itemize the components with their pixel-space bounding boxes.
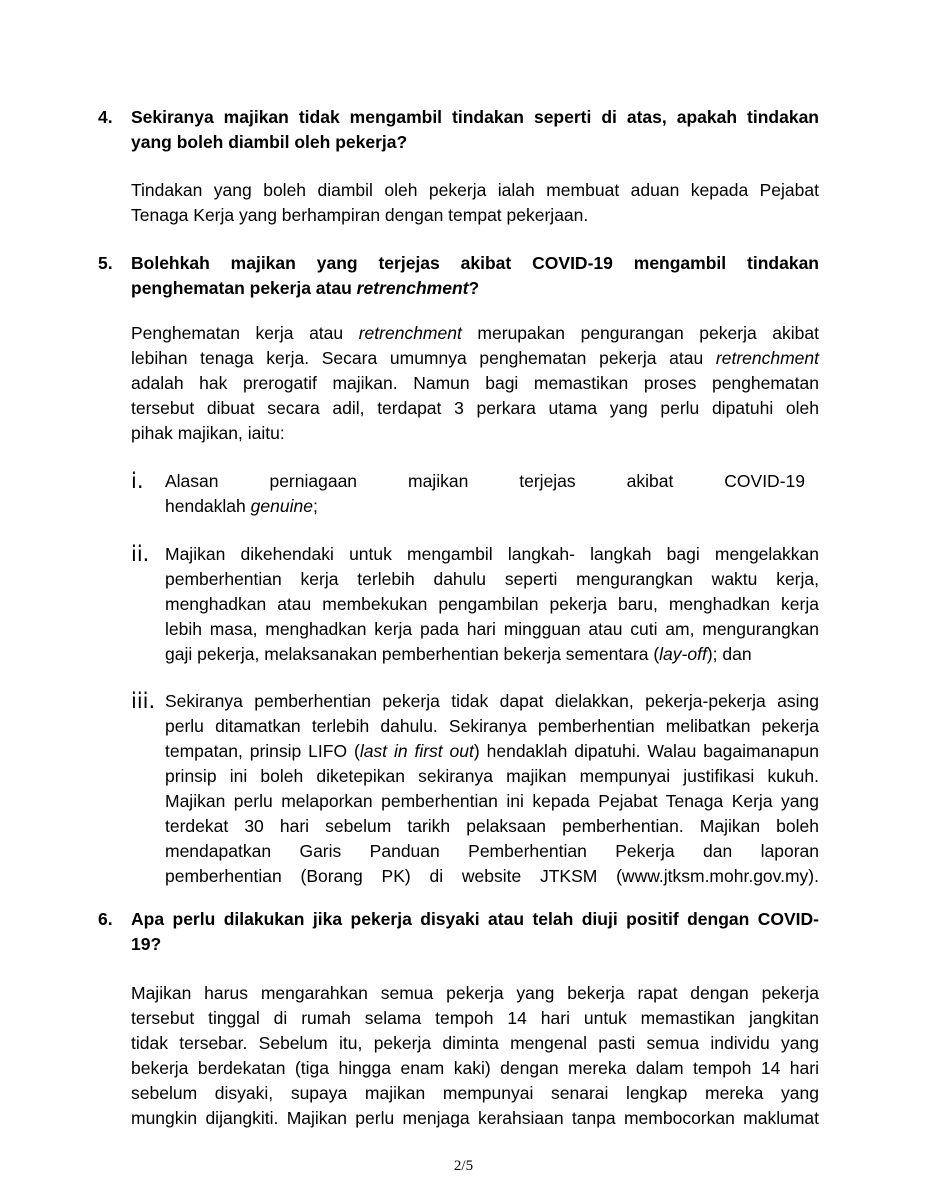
text-span: tempatan, prinsip LIFO (: [165, 741, 360, 761]
q6-number: 6.: [98, 909, 113, 929]
q6-answer-line: tidak tersebar. Sebelum itu, pekerja diminta mengenal pasti semua individu yang: [131, 1033, 819, 1053]
q6-answer-line: sebelum disyaki, supaya majikan mempunyai senarai lengkap mereka yang: [131, 1083, 819, 1103]
text-span: ;: [312, 496, 318, 516]
text-span: ); dan: [706, 644, 752, 664]
item-line: Majikan perlu melaporkan pemberhentian ini kepada Pejabat Tenaga Kerja yang: [165, 791, 819, 811]
item-iii-numeral: iii.: [131, 689, 156, 713]
item-line: [165, 739, 819, 764]
item-i-numeral: i.: [131, 469, 144, 493]
item-ii-text: [165, 542, 819, 667]
item-line: lebih masa, menghadkan kerja pada hari mingguan atau cuti am, mengurangkan: [165, 619, 819, 639]
text-span: Penghematan kerja atau: [131, 323, 359, 343]
q4-question-line: Sekiranya majikan tidak mengambil tindakan seperti di atas, apakah tindakan: [131, 107, 819, 127]
item-ii-numeral: ii.: [131, 542, 150, 566]
italic-span: retrenchment: [715, 348, 819, 368]
q5-question-text: penghematan pekerja atau: [131, 278, 357, 298]
item-line: [165, 494, 805, 519]
item-line: [165, 642, 819, 667]
q5-answer: [131, 321, 819, 446]
q4-answer-line: Tindakan yang boleh diambil oleh pekerja ialah membuat aduan kepada Pejabat: [131, 180, 819, 200]
italic-span: genuine: [250, 496, 313, 516]
q6-question: [131, 907, 819, 957]
q5-question-italic: retrenchment: [356, 278, 469, 298]
q5-answer-line: [131, 346, 819, 371]
q6-answer-line: mungkin dijangkiti. Majikan perlu menjaga kerahsiaan tanpa membocorkan maklumat: [131, 1108, 819, 1128]
item-line: Sekiranya pemberhentian pekerja tidak dapat dielakkan, pekerja-pekerja asing: [165, 691, 819, 711]
q6-answer: [131, 981, 819, 1131]
text-span: hendaklah: [165, 496, 251, 516]
item-iii-text: [165, 689, 819, 889]
italic-span: last in first out: [359, 741, 474, 761]
q4-question-line: yang boleh diambil oleh pekerja?: [131, 132, 408, 152]
q6-question-line: 19?: [131, 934, 162, 954]
q5-answer-line: [131, 321, 819, 346]
q6-answer-line: tersebut tinggal di rumah selama tempoh 14 hari untuk memastikan jangkitan: [131, 1008, 819, 1028]
text-span: merupakan pengurangan pekerja akibat: [461, 323, 819, 343]
italic-span: lay-off: [659, 644, 707, 664]
q6-question-line: Apa perlu dilakukan jika pekerja disyaki atau telah diuji positif dengan COVID-: [131, 909, 819, 929]
q5-question-line: Bolehkah majikan yang terjejas akibat COVID-19 mengambil tindakan: [131, 253, 819, 273]
q5-question-line: [131, 276, 819, 301]
q6-answer-line: bekerja berdekatan (tiga hingga enam kaki) dengan mereka dalam tempoh 14 hari: [131, 1058, 819, 1078]
item-line: Majikan dikehendaki untuk mengambil langkah- langkah bagi mengelakkan: [165, 544, 819, 564]
q5-question-mark: ?: [468, 278, 480, 298]
q4-question: [131, 105, 819, 155]
q4-number: 4.: [98, 107, 113, 127]
q5-answer-line: pihak majikan, iaitu:: [131, 423, 285, 443]
q5-number: 5.: [98, 253, 113, 273]
q4-answer: [131, 178, 819, 228]
text-span: ) hendaklah dipatuhi. Walau bagaimanapun: [473, 741, 819, 761]
item-line: perlu ditamatkan terlebih dahulu. Sekiranya pemberhentian melibatkan pekerja: [165, 716, 819, 736]
item-i-text: [165, 469, 805, 519]
q5-answer-line: tersebut dibuat secara adil, terdapat 3 perkara utama yang perlu dipatuhi oleh: [131, 398, 819, 418]
q5-question: [131, 251, 819, 301]
item-line: terdekat 30 hari sebelum tarikh pelaksaan pemberhentian. Majikan boleh: [165, 816, 819, 836]
q4-answer-line: Tenaga Kerja yang berhampiran dengan tempat pekerjaan.: [131, 205, 589, 225]
text-span: lebihan tenaga kerja. Secara umumnya penghematan pekerja atau: [131, 348, 716, 368]
item-line: prinsip ini boleh diketepikan sekiranya majikan mempunyai justifikasi kukuh.: [165, 766, 819, 786]
italic-span: retrenchment: [358, 323, 462, 343]
page-number: 2/5: [453, 1158, 474, 1174]
item-line: mendapatkan Garis Panduan Pemberhentian Pekerja dan laporan: [165, 841, 819, 861]
text-span: gaji pekerja, melaksanakan pemberhentian bekerja sementara (: [165, 644, 660, 664]
q6-answer-line: Majikan harus mengarahkan semua pekerja yang bekerja rapat dengan pekerja: [131, 983, 819, 1003]
q5-answer-line: adalah hak prerogatif majikan. Namun bagi memastikan proses penghematan: [131, 373, 819, 393]
item-line: pemberhentian kerja terlebih dahulu seperti mengurangkan waktu kerja,: [165, 569, 819, 589]
item-line: Alasan perniagaan majikan terjejas akibat COVID-19: [165, 471, 805, 491]
item-line: menghadkan atau membekukan pengambilan pekerja baru, menghadkan kerja: [165, 594, 819, 614]
item-line: pemberhentian (Borang PK) di website JTKSM (www.jtksm.mohr.gov.my).: [165, 866, 819, 886]
